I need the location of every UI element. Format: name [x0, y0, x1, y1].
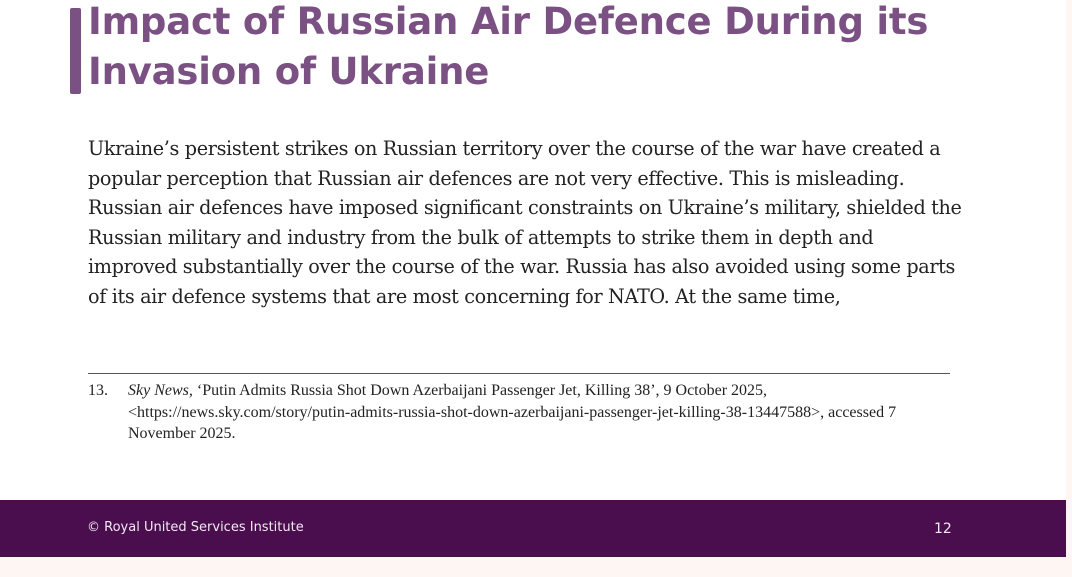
page-number: 12: [934, 521, 952, 537]
page-margin-right: [1066, 0, 1072, 577]
page-footer: [0, 500, 1066, 557]
page-title: Impact of Russian Air Defence During its Invasion of Ukraine: [88, 0, 929, 93]
footnote-number: 13.: [88, 382, 108, 399]
footnote-text-block: [128, 380, 950, 445]
title-accent-bar: [70, 8, 81, 94]
footnote-divider: [88, 373, 950, 374]
footnote-source: Sky News,: [128, 382, 193, 399]
footnote-text: ‘Putin Admits Russia Shot Down Azerbaijani Passenger Jet, Killing 38’, 9 October 2025, <https://news.sky.com/story/putin-admits-russia-shot-down-azerbaijani-passenger-jet-killing-38-13447588>, accessed 7 November 2025.: [128, 382, 897, 442]
body-paragraph: Ukraine’s persistent strikes on Russian territory over the course of the war have created a popular perception that Russian air defences are not very effective. This is misleading. Russian air defences have imposed significant constraints on Ukraine’s military, shielded the Russian military and industry from the bulk of attempts to strike them in depth and improved substantially over the course of the war. Russia has also avoided using some parts of its air defence systems that are most concerning for NATO. At the same time,: [88, 137, 962, 308]
footer-copyright: © Royal United Services Institute: [87, 520, 304, 535]
page-margin-bottom: [0, 557, 1072, 577]
